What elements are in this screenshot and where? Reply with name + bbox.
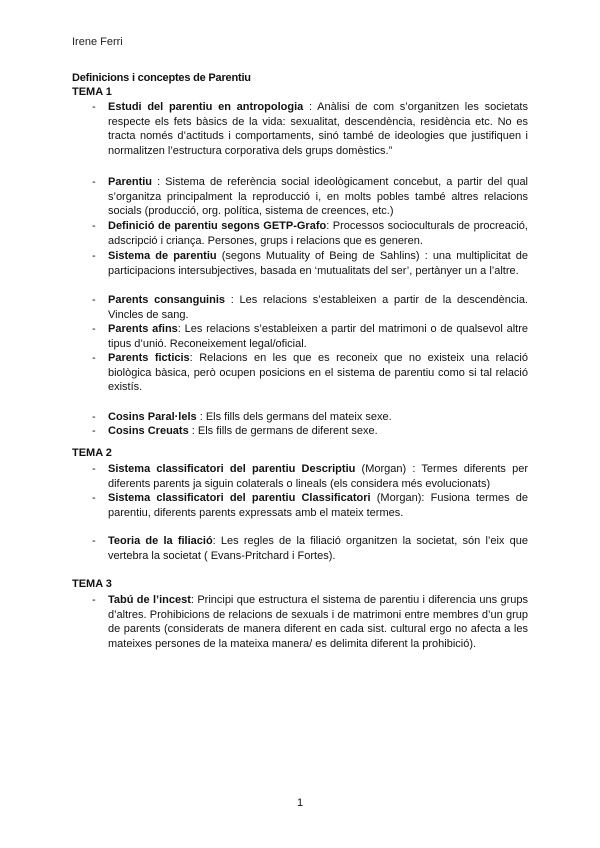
- list-item: [92, 462, 528, 491]
- list-item: [92, 322, 528, 351]
- list-item: [92, 424, 528, 439]
- definition: : Sistema de referència social ideològicament concebut, a partir del qual s’organitza principalment la reproducció i, en molts pobles també altres relacions socials (producció, org. política, sistema de creences, etc.): [108, 176, 528, 218]
- definition: : Els fills de germans de diferent sexe.: [188, 425, 378, 437]
- page-number: 1: [296, 797, 304, 809]
- definition: : Processos socioculturals de procreació, adscripció i criança. Persones, grups i relacions que es generen.: [108, 220, 528, 247]
- list-item: [92, 100, 528, 159]
- bullet-dash: -: [92, 294, 96, 306]
- definition: : Els fills dels germans del mateix sexe.: [196, 411, 392, 423]
- term: Parents afins: [108, 323, 178, 335]
- list-item: [92, 175, 528, 219]
- term: Teoria de la filiació: [108, 535, 213, 547]
- list-item: [92, 410, 528, 425]
- list-item: [92, 219, 528, 248]
- bullet-dash: -: [92, 492, 96, 504]
- bullet-dash: -: [92, 411, 96, 423]
- list-item: [92, 351, 528, 395]
- definition: : Principi que estructura el sistema de parentiu i diferencia uns grups d’altres. Prohibicions de relacions de sexuals i de matrimoni entre membres d’un grup de parents (considerats de manera diferent en cada sist. cultural ergo no afecta a les mateixes persones de la mateixa manera/ es delimita diferent la prohibició).: [108, 594, 528, 651]
- definition: : Les relacions s’estableixen a partir de la descendència. Vincles de sang.: [108, 294, 528, 321]
- bullet-dash: -: [92, 250, 96, 262]
- bullet-dash: -: [92, 594, 96, 606]
- bullet-dash: -: [92, 323, 96, 335]
- section-heading-tema1: TEMA 1: [72, 86, 112, 98]
- bullet-dash: -: [92, 101, 96, 113]
- term: Cosins Paral·lels: [108, 411, 197, 423]
- list-item: [92, 249, 528, 278]
- term: Sistema classificatori del parentiu Classificatori: [108, 492, 371, 504]
- bullet-dash: -: [92, 220, 96, 232]
- bullet-dash: -: [92, 352, 96, 364]
- definition: : Les relacions s’estableixen a partir del matrimoni o de qualsevol altre tipus d’unió. Reconeixement legal/oficial.: [108, 323, 528, 350]
- term: Parents ficticis: [108, 352, 190, 364]
- term: Sistema de parentiu: [108, 250, 217, 262]
- bullet-dash: -: [92, 463, 96, 475]
- list-item: [92, 593, 528, 652]
- list-item: [92, 293, 528, 322]
- list-item: [92, 491, 528, 520]
- definition: (segons Mutuality of Being de Sahlins) : una multiplicitat de participacions intersubjectives, basada en ‘mutualitats del ser’, pertànyer un a l’altre.: [108, 250, 528, 277]
- definition: (Morgan): Fusiona termes de parentiu, diferents parents expressats amb el mateix termes.: [108, 492, 528, 519]
- term: Estudi del parentiu en antropologia: [108, 101, 304, 113]
- definition: : Les regles de la filiació organitzen la societat, són l’eix que vertebra la societat ( Evans-Pritchard i Fortes).: [108, 535, 528, 562]
- document-title: Definicions i conceptes de Parentiu: [72, 72, 251, 84]
- page-header-author: Irene Ferri: [72, 36, 123, 48]
- list-item: [92, 534, 528, 563]
- term: Sistema classificatori del parentiu Descriptiu: [108, 463, 356, 475]
- definition: : Anàlisi de com s’organitzen les societats respecte els fets bàsics de la vida: sexualitat, descendència, residència etc. No es tracta només d’actituds i comportaments, sinó també de ideologies que justifiquen i normalitzen l’estructura corporativa dels grups domèstics.”: [108, 101, 528, 158]
- bullet-dash: -: [92, 535, 96, 547]
- term: Cosins Creuats: [108, 425, 189, 437]
- bullet-dash: -: [92, 176, 96, 188]
- term: Parents consanguinis: [108, 294, 225, 306]
- definition: (Morgan) : Termes diferents per diferents parents ja siguin colaterals o lineals (els considera més evolucionats): [108, 463, 528, 490]
- section-heading-tema3: TEMA 3: [72, 578, 112, 590]
- bullet-dash: -: [92, 425, 96, 437]
- term: Definició de parentiu segons GETP-Grafo: [108, 220, 327, 232]
- term: Parentiu: [108, 176, 153, 188]
- section-heading-tema2: TEMA 2: [72, 447, 112, 459]
- definition: : Relacions en les que es reconeix que no existeix una relació biològica bàsica, però ocupen posicions en el sistema de parentiu como si tal relació existís.: [108, 352, 528, 394]
- term: Tabú de l’incest: [108, 594, 191, 606]
